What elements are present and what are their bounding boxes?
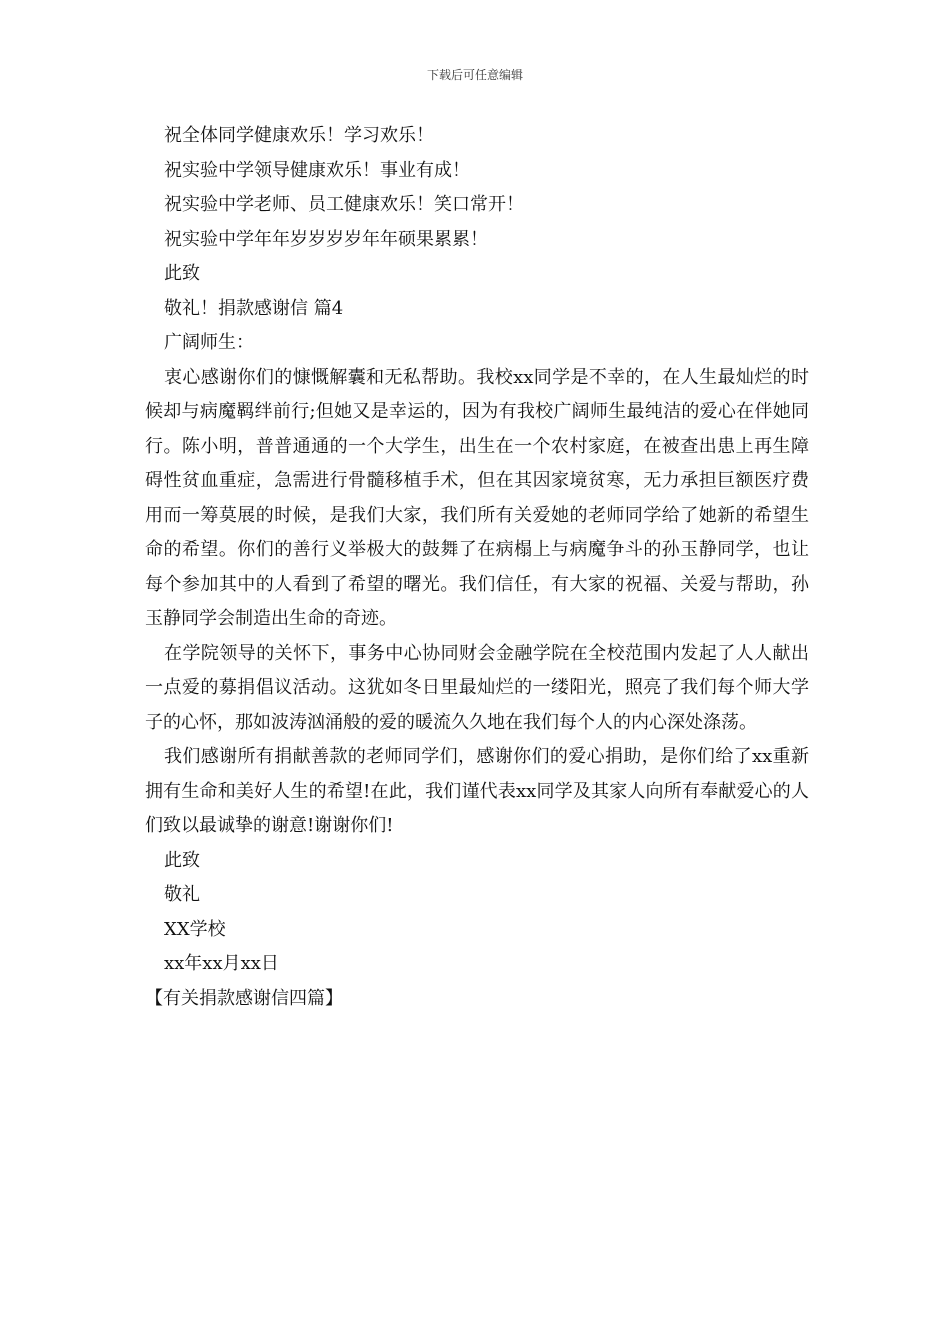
closing-cizhi: 此致 <box>164 263 200 284</box>
signature-date: xx年xx月xx日 <box>164 953 279 974</box>
salutation: 广阔师生： <box>164 332 254 353</box>
blessing-line: 祝实验中学老师、员工健康欢乐！笑口常开！ <box>164 194 524 215</box>
footer-title: 【有关捐款感谢信四篇】 <box>145 987 343 1009</box>
closing-cizhi: 此致 <box>164 849 200 871</box>
closing-jingli: 敬礼 <box>164 884 200 905</box>
blessing-line: 祝实验中学年年岁岁岁岁年年硕果累累！ <box>164 228 488 250</box>
blessing-line: 祝全体同学健康欢乐！学习欢乐！ <box>164 125 434 146</box>
letter-body <box>145 119 809 1016</box>
body-paragraph: 在学院领导的关怀下，事务中心协同财会金融学院在全校范围内发起了人人献出一点爱的募捐倡议活动。这犹如冬日里最灿烂的一缕阳光，照亮了我们每个师大学子的心怀，那如波涛汹涌般的爱的暖流久久地在我们每个人的内心深处涤荡。 <box>145 642 809 733</box>
page-header: 下载后可任意编辑 <box>426 68 523 82</box>
blessing-line: 祝实验中学领导健康欢乐！事业有成！ <box>164 159 470 181</box>
body-paragraph: 我们感谢所有捐献善款的老师同学们，感谢你们的爱心捐助，是你们给了xx重新拥有生命和美好人生的希望!在此，我们谨代表xx同学及其家人向所有奉献爱心的人们致以最诚挚的谢意!谢谢你们! <box>145 746 809 836</box>
body-paragraph: 衷心感谢你们的慷慨解囊和无私帮助。我校xx同学是不幸的，在人生最灿烂的时候却与病魔羁绊前行;但她又是幸运的，因为有我校广阔师生最纯洁的爱心在伴她同行。陈小明，普普通通的一个大学生，出生在一个农村家庭，在被查出患上再生障碍性贫血重症，急需进行骨髓移植手术，但在其因家境贫寒，无力承担巨额医疗费用而一筹莫展的时候，是我们大家，我们所有关爱她的老师同学给了她新的希望生命的希望。你们的善行义举极大的鼓舞了在病榻上与病魔争斗的孙玉静同学，也让每个参加其中的人看到了希望的曙光。我们信任，有大家的祝福、关爱与帮助，孙玉静同学会制造出生命的奇迹。 <box>145 366 809 629</box>
signature-school: XX学校 <box>164 918 226 940</box>
closing-jingli-title: 敬礼！捐款感谢信 篇4 <box>164 297 344 319</box>
